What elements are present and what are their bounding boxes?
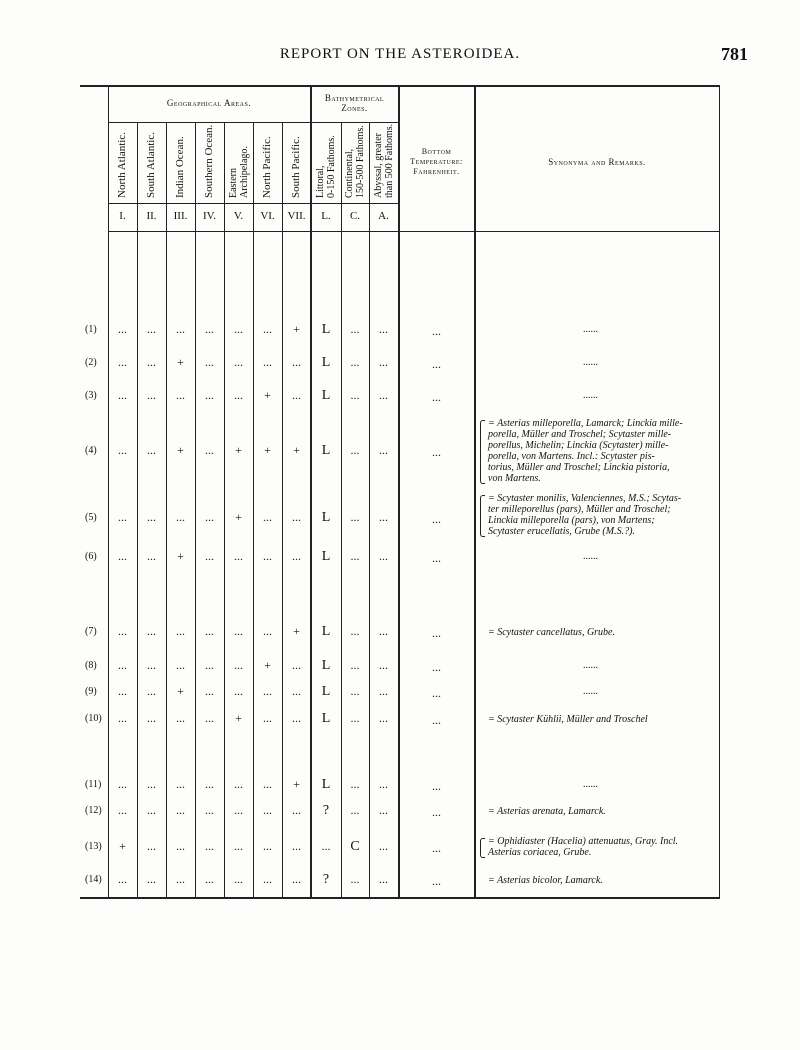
table-cell: ...	[321, 839, 331, 853]
remark-line: = Scytaster Kühlii, Müller and Troschel	[488, 714, 648, 725]
row-number: (3)	[85, 390, 97, 401]
table-cell: ...	[350, 510, 360, 524]
table-cell: +	[293, 443, 300, 457]
table-cell: ...	[234, 872, 243, 886]
table-cell: ...	[147, 872, 156, 886]
synonym-remark	[488, 714, 718, 725]
bottom-temperature-cell: ...	[432, 686, 441, 700]
table-cell: ...	[350, 803, 360, 817]
table-cell: ...	[118, 711, 127, 725]
table-cell: ...	[118, 355, 127, 369]
table-cell: ...	[292, 839, 301, 853]
table-cell: ...	[292, 872, 301, 886]
table-cell: +	[235, 443, 242, 457]
column-header-line: Indian Ocean.	[174, 136, 186, 198]
table-cell: ...	[350, 443, 360, 457]
column-roman-numeral: VII.	[287, 210, 306, 222]
table-cell: ...	[350, 624, 360, 638]
table-cell: ...	[292, 355, 301, 369]
row-number: (8)	[85, 660, 97, 671]
bottom-temperature-cell: ...	[432, 713, 441, 727]
row-number: (10)	[85, 713, 102, 724]
table-cell: ...	[292, 684, 301, 698]
table-cell: ...	[263, 624, 272, 638]
table-cell: ...	[118, 388, 127, 402]
table-cell: ...	[205, 684, 214, 698]
synonym-remark	[488, 875, 718, 886]
column-roman-numeral: II.	[146, 210, 157, 222]
column-roman-numeral: A.	[378, 210, 389, 222]
table-cell: ...	[350, 388, 360, 402]
table-cell: ...	[234, 624, 243, 638]
bottom-temperature-cell: ...	[432, 445, 441, 459]
column-header-line: Southern Ocean.	[203, 124, 215, 198]
table-cell: +	[293, 322, 300, 336]
bottom-temperature-cell: ...	[432, 626, 441, 640]
table-cell: ...	[118, 684, 127, 698]
table-cell: ...	[147, 803, 156, 817]
column-header-line: Archipelago.	[238, 146, 250, 198]
table-cell: ...	[379, 443, 388, 457]
table-cell: ...	[147, 658, 156, 672]
column-header-line: Abyssal, greater	[372, 133, 384, 198]
remark-line: von Martens.	[488, 473, 541, 484]
table-cell: ...	[379, 624, 388, 638]
table-cell: ...	[205, 322, 214, 336]
remark-brace	[480, 495, 485, 537]
table-cell: ...	[379, 355, 388, 369]
column-header-line: Continental,	[344, 148, 355, 198]
geographical-areas-header: Geographical Areas.	[166, 98, 252, 108]
table-cell: ...	[118, 803, 127, 817]
table-cell: ...	[379, 684, 388, 698]
table-cell: ...	[379, 777, 388, 791]
bathymetrical-zones-header: Bathymetrical Zones.	[324, 93, 385, 113]
table-cell: ...	[379, 872, 388, 886]
remark-line: porellus, Michelin; Linckia (Scytaster) mille-	[488, 440, 669, 451]
table-cell: +	[293, 624, 300, 638]
synonym-remark	[488, 806, 718, 817]
column-header-line: Littoral,	[315, 165, 326, 198]
row-number: (9)	[85, 686, 97, 697]
remark-brace	[480, 420, 485, 484]
remark-line: = Ophidiaster (Hacelia) attenuatus, Gray. Incl.	[488, 836, 679, 847]
table-cell: +	[177, 549, 184, 563]
synonym-remark	[583, 324, 800, 335]
synonym-remark	[583, 779, 800, 790]
synonym-remark	[488, 418, 718, 484]
table-cell: ...	[205, 355, 214, 369]
remark-line: = Scytaster cancellatus, Grube.	[488, 627, 615, 638]
table-cell: ...	[379, 549, 388, 563]
table-cell: ...	[176, 872, 185, 886]
column-header-line: South Pacific.	[290, 136, 302, 198]
table-cell: +	[264, 443, 271, 457]
synonym-remark	[583, 660, 800, 671]
table-cell: ...	[205, 658, 214, 672]
table-cell: ...	[263, 803, 272, 817]
table-cell: ...	[176, 777, 185, 791]
remark-line: ......	[583, 779, 598, 790]
table-cell: ?	[322, 872, 330, 887]
row-number: (13)	[85, 841, 102, 852]
table-cell: ...	[292, 549, 301, 563]
table-cell: ...	[350, 777, 360, 791]
table-cell: ...	[147, 388, 156, 402]
table-cell: ...	[176, 624, 185, 638]
table-cell: ...	[176, 510, 185, 524]
remark-line: = Asterias bicolor, Lamarck.	[488, 875, 603, 886]
remark-line: Linckia milleporella (pars), von Martens;	[488, 515, 655, 526]
table-cell: +	[177, 684, 184, 698]
table-cell: ...	[234, 388, 243, 402]
table-cell: ...	[234, 355, 243, 369]
column-header-line: North Pacific.	[261, 136, 273, 198]
remark-line: ......	[583, 660, 598, 671]
table-cell: ...	[118, 624, 127, 638]
table-cell: ...	[176, 388, 185, 402]
synonym-remark	[488, 493, 718, 537]
table-cell: ?	[322, 803, 330, 818]
table-cell: ...	[205, 443, 214, 457]
table-cell: ...	[147, 443, 156, 457]
bottom-temperature-cell: ...	[432, 357, 441, 371]
table-bottom-rule	[80, 897, 720, 899]
remark-line: = Asterias milleporella, Lamarck; Linckia mille-	[488, 418, 683, 429]
table-cell: ...	[263, 549, 272, 563]
table-cell: ...	[147, 624, 156, 638]
bottom-temperature-cell: ...	[432, 551, 441, 565]
table-cell: ...	[379, 711, 388, 725]
table-cell: L	[321, 684, 331, 699]
table-cell: ...	[205, 872, 214, 886]
table-cell: ...	[292, 510, 301, 524]
column-header-line: than 500 Fathoms.	[383, 123, 395, 198]
table-cell: ...	[147, 355, 156, 369]
remark-brace	[480, 838, 485, 858]
table-cell: ...	[118, 658, 127, 672]
table-cell: ...	[205, 777, 214, 791]
column-header-line: Eastern	[227, 168, 239, 198]
remark-line: = Scytaster monilis, Valenciennes, M.S.; Scytas-	[488, 493, 682, 504]
table-cell: +	[119, 839, 126, 853]
bottom-temperature-cell: ...	[432, 512, 441, 526]
running-header: REPORT ON THE ASTEROIDEA.	[279, 46, 521, 62]
bottom-temperature-cell: ...	[432, 779, 441, 793]
bottom-temperature-cell: ...	[432, 805, 441, 819]
table-cell: ...	[292, 803, 301, 817]
row-number: (5)	[85, 512, 97, 523]
table-cell: ...	[176, 658, 185, 672]
column-roman-numeral: III.	[173, 210, 188, 222]
table-cell: ...	[147, 839, 156, 853]
table-cell: ...	[379, 658, 388, 672]
table-cell: ...	[379, 803, 388, 817]
table-cell: ...	[118, 443, 127, 457]
table-cell: +	[177, 355, 184, 369]
table-cell: ...	[379, 388, 388, 402]
table-cell: +	[235, 510, 242, 524]
bottom-temperature-cell: ...	[432, 660, 441, 674]
table-cell: ...	[147, 777, 156, 791]
table-cell: ...	[350, 322, 360, 336]
table-cell: ...	[118, 872, 127, 886]
table-cell: ...	[350, 711, 360, 725]
table-cell: +	[235, 711, 242, 725]
table-cell: ...	[263, 684, 272, 698]
remark-line: Asterias coriacea, Grube.	[488, 847, 592, 858]
page-number: 781	[721, 44, 748, 64]
table-cell: ...	[147, 711, 156, 725]
table-cell: ...	[205, 803, 214, 817]
column-header-line: 150-500 Fathoms.	[355, 125, 366, 198]
table-cell: ...	[118, 510, 127, 524]
table-cell: ...	[147, 510, 156, 524]
table-cell: ...	[379, 322, 388, 336]
bottom-temperature-cell: ...	[432, 390, 441, 404]
table-cell: L	[321, 549, 331, 564]
row-number: (2)	[85, 357, 97, 368]
column-roman-numeral: IV.	[203, 210, 216, 222]
row-number: (6)	[85, 551, 97, 562]
table-cell: ...	[118, 549, 127, 563]
table-cell: L	[321, 355, 331, 370]
table-cell: ...	[350, 549, 360, 563]
column-roman-numeral: L.	[321, 210, 331, 222]
remark-line: Scytaster erucellatis, Grube (M.S.?).	[488, 526, 635, 537]
remark-line: ter milleporellus (pars), Müller and Troschel;	[488, 504, 671, 515]
row-number: (7)	[85, 626, 97, 637]
table-cell: C	[350, 839, 360, 854]
synonym-remark	[488, 627, 718, 638]
table-cell: L	[321, 658, 331, 673]
table-cell: ...	[205, 839, 214, 853]
table-cell: L	[321, 711, 331, 726]
row-number: (14)	[85, 874, 102, 885]
remark-line: torius, Müller and Troschel; Linckia pistoria,	[488, 462, 670, 473]
table-cell: ...	[147, 549, 156, 563]
table-cell: ...	[176, 711, 185, 725]
column-roman-numeral: C.	[349, 210, 361, 222]
remark-line: porella, Müller and Troschel; Scytaster mille-	[488, 429, 672, 440]
table-cell: ...	[263, 711, 272, 725]
synonym-remark	[583, 551, 800, 562]
row-number: (4)	[85, 445, 97, 456]
remark-line: ......	[583, 686, 598, 697]
bottom-temperature-cell: ...	[432, 841, 441, 855]
remark-line: porella, von Martens. Incl.: Scytaster pis-	[488, 451, 655, 462]
bottom-temperature-header: Bottom Temperature: Fahrenheit.	[410, 147, 463, 176]
table-cell: L	[321, 388, 331, 403]
table-cell: ...	[350, 684, 360, 698]
table-cell: ...	[234, 803, 243, 817]
table-cell: ...	[379, 510, 388, 524]
table-cell: ...	[263, 355, 272, 369]
header-bottom-rule	[108, 231, 720, 232]
table-cell: ...	[350, 355, 360, 369]
column-roman-numeral: V.	[233, 210, 244, 222]
synonym-remark	[583, 357, 800, 368]
table-cell: ...	[234, 549, 243, 563]
table-cell: ...	[263, 322, 272, 336]
column-header-line: 0-150 Fathoms.	[326, 135, 337, 198]
table-cell: +	[264, 658, 271, 672]
table-cell: ...	[176, 839, 185, 853]
remark-line: ......	[583, 324, 598, 335]
table-cell: ...	[118, 322, 127, 336]
table-cell: ...	[176, 322, 185, 336]
table-cell: ...	[263, 839, 272, 853]
table-cell: ...	[263, 510, 272, 524]
table-cell: ...	[379, 839, 388, 853]
table-cell: ...	[350, 872, 360, 886]
table-cell: L	[321, 322, 331, 337]
synonym-remark	[488, 836, 718, 858]
table-cell: L	[321, 777, 331, 792]
table-cell: ...	[263, 777, 272, 791]
table-cell: ...	[292, 658, 301, 672]
bottom-temperature-cell: ...	[432, 874, 441, 888]
table-cell: ...	[147, 322, 156, 336]
table-cell: +	[177, 443, 184, 457]
table-cell: L	[321, 624, 331, 639]
table-cell: ...	[263, 872, 272, 886]
table-cell: ...	[176, 803, 185, 817]
table-cell: ...	[234, 684, 243, 698]
table-cell: +	[293, 777, 300, 791]
remark-line: ......	[583, 357, 598, 368]
column-header-line: North Atlantic.	[116, 132, 128, 198]
synonyms-remarks-header: Synonyma and Remarks.	[548, 157, 646, 167]
table-cell: ...	[234, 322, 243, 336]
column-roman-numeral: I.	[119, 210, 126, 222]
table-cell: ...	[234, 658, 243, 672]
table-cell: ...	[292, 711, 301, 725]
table-cell: ...	[350, 658, 360, 672]
remark-line: ......	[583, 551, 598, 562]
table-cell: L	[321, 443, 331, 458]
synonym-remark	[583, 686, 800, 697]
table-cell: ...	[205, 624, 214, 638]
remark-line: ......	[583, 390, 598, 401]
table-cell: ...	[205, 510, 214, 524]
remark-line: = Asterias arenata, Lamarck.	[488, 806, 606, 817]
table-cell: L	[321, 510, 331, 525]
column-roman-numeral: VI.	[260, 210, 275, 222]
table-cell: ...	[147, 684, 156, 698]
bottom-temperature-cell: ...	[432, 324, 441, 338]
table-cell: ...	[118, 777, 127, 791]
table-cell: ...	[205, 388, 214, 402]
table-top-rule	[80, 85, 720, 87]
table-cell: ...	[292, 388, 301, 402]
column-header-line: South Atlantic.	[145, 132, 157, 198]
synonym-remark	[583, 390, 800, 401]
table-cell: ...	[234, 839, 243, 853]
row-number: (12)	[85, 805, 102, 816]
row-number: (1)	[85, 324, 97, 335]
row-number: (11)	[85, 779, 102, 790]
table-cell: +	[264, 388, 271, 402]
table-cell: ...	[234, 777, 243, 791]
table-cell: ...	[205, 549, 214, 563]
table-cell: ...	[205, 711, 214, 725]
